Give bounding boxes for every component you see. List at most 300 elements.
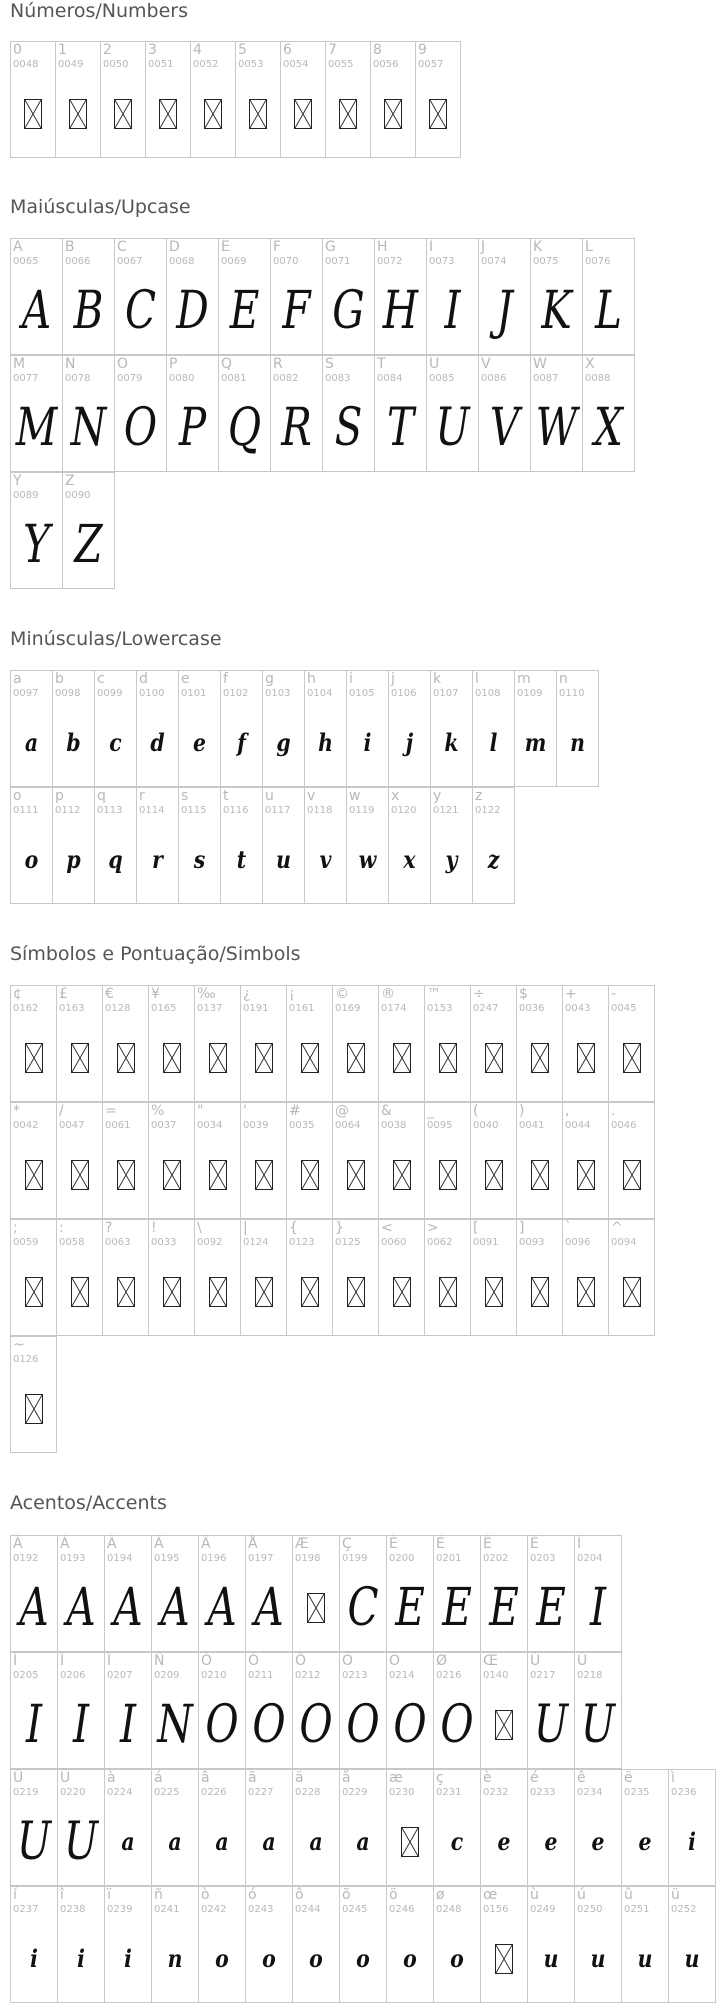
glyph-character-label: ï — [107, 1887, 111, 1903]
glyph-sample: E — [489, 1577, 519, 1638]
glyph-cell — [280, 41, 326, 158]
notdef-box-icon — [255, 1277, 273, 1307]
missing-glyph-icon — [241, 1014, 286, 1101]
glyph-character-label: k — [433, 671, 442, 687]
glyph-character-label: À — [13, 1536, 23, 1552]
glyph-character-label: € — [105, 986, 114, 1002]
glyph-code-label: 0214 — [389, 1670, 415, 1681]
glyph-code-label: 0098 — [55, 688, 81, 699]
glyph-cell — [608, 985, 655, 1102]
glyph-sample: a — [24, 728, 39, 757]
glyph-character-label: â — [201, 1770, 210, 1786]
glyph-cell — [10, 670, 53, 787]
glyph-character-label: é — [530, 1770, 539, 1786]
notdef-box-icon — [69, 99, 87, 129]
missing-glyph-icon — [371, 70, 415, 157]
missing-glyph-icon — [379, 1131, 424, 1218]
glyph-sample: J — [496, 280, 513, 341]
glyph-cell — [608, 1219, 655, 1336]
missing-glyph-icon — [387, 1798, 433, 1885]
glyph-code-label: 0229 — [342, 1787, 368, 1798]
glyph-character-label: @ — [335, 1103, 349, 1119]
glyph-code-label: 0090 — [65, 490, 91, 501]
glyph-sample: W — [535, 397, 578, 458]
glyph-code-label: 0040 — [473, 1120, 499, 1131]
glyph-code-label: 0042 — [13, 1120, 39, 1131]
glyph-character-label: û — [624, 1887, 633, 1903]
glyph-character-label: ? — [105, 1220, 113, 1236]
glyph-cell — [386, 1652, 434, 1769]
glyph-character-label: ™ — [427, 986, 441, 1002]
glyph-cell — [514, 670, 557, 787]
glyph-cell — [245, 1652, 293, 1769]
glyph-character-label: q — [97, 788, 106, 804]
glyph-character-label: x — [391, 788, 400, 804]
glyph-character-label: b — [55, 671, 64, 687]
glyph-code-label: 0052 — [193, 59, 219, 70]
glyph-cell — [527, 1886, 575, 2003]
glyph-sample: B — [73, 280, 104, 341]
missing-glyph-icon — [287, 1248, 332, 1335]
glyph-cell — [102, 1102, 149, 1219]
glyph-code-label: 0068 — [169, 256, 195, 267]
missing-glyph-icon — [195, 1248, 240, 1335]
glyph-sample: q — [108, 845, 123, 874]
glyph-sample: T — [386, 397, 415, 458]
glyph-sample: S — [334, 397, 363, 458]
glyph-character-label: ~ — [13, 1337, 25, 1353]
glyph-cell — [52, 787, 95, 904]
glyph-code-label: 0112 — [55, 805, 81, 816]
glyph-cell — [148, 985, 195, 1102]
notdef-box-icon — [307, 1593, 325, 1623]
glyph-character-label: n — [559, 671, 568, 687]
glyph-code-label: 0097 — [13, 688, 39, 699]
glyph-code-label: 0084 — [377, 373, 403, 384]
missing-glyph-icon — [149, 1014, 194, 1101]
glyph-cell — [166, 238, 219, 355]
notdef-box-icon — [71, 1277, 89, 1307]
glyph-character-label: } — [335, 1220, 344, 1236]
glyph-character-label: Ù — [530, 1653, 541, 1669]
glyph-sample: X — [594, 397, 623, 458]
glyph-character-label: Ê — [483, 1536, 492, 1552]
missing-glyph-icon — [293, 1564, 339, 1651]
glyph-sample: O — [440, 1694, 474, 1755]
glyph-sample: o — [356, 1944, 370, 1973]
glyph-cell — [178, 670, 221, 787]
notdef-box-icon — [159, 99, 177, 129]
missing-glyph-icon — [56, 70, 100, 157]
glyph-code-label: 0197 — [248, 1553, 274, 1564]
glyph-cell — [378, 985, 425, 1102]
glyph-code-label: 0092 — [197, 1237, 223, 1248]
glyph-cell — [10, 1102, 57, 1219]
glyph-code-label: 0034 — [197, 1120, 223, 1131]
notdef-box-icon — [439, 1160, 457, 1190]
missing-glyph-icon — [517, 1131, 562, 1218]
glyph-code-label: 0120 — [391, 805, 417, 816]
glyph-cell — [433, 1769, 481, 1886]
glyph-cell — [151, 1769, 199, 1886]
glyph-cell — [270, 355, 323, 472]
glyph-cell — [10, 1336, 57, 1453]
notdef-box-icon — [209, 1160, 227, 1190]
glyph-character-label: : — [59, 1220, 64, 1236]
glyph-code-label: 0233 — [530, 1787, 556, 1798]
missing-glyph-icon — [11, 70, 55, 157]
glyph-row — [10, 355, 634, 472]
glyph-code-label: 0204 — [577, 1553, 603, 1564]
glyph-cell — [10, 472, 63, 589]
notdef-box-icon — [577, 1160, 595, 1190]
glyph-code-label: 0057 — [418, 59, 444, 70]
missing-glyph-icon — [195, 1131, 240, 1218]
missing-glyph-icon — [425, 1014, 470, 1101]
glyph-cell — [245, 1769, 293, 1886]
glyph-cell — [470, 1102, 517, 1219]
notdef-box-icon — [163, 1160, 181, 1190]
glyph-code-label: 0199 — [342, 1553, 368, 1564]
section-title-accents: Acentos/Accents — [10, 1492, 167, 1514]
glyph-sample: a — [262, 1827, 276, 1856]
glyph-sample: e — [544, 1827, 558, 1856]
glyph-cell — [56, 985, 103, 1102]
glyph-sample: o — [24, 845, 39, 874]
glyph-cell — [332, 985, 379, 1102]
glyph-sample: A — [21, 280, 52, 341]
glyph-code-label: 0230 — [389, 1787, 415, 1798]
notdef-box-icon — [393, 1277, 411, 1307]
glyph-character-label: Ó — [248, 1653, 260, 1669]
glyph-code-label: 0248 — [436, 1904, 462, 1915]
glyph-cell — [562, 1102, 609, 1219]
glyph-sample: Y — [23, 514, 50, 575]
glyph-cell — [325, 41, 371, 158]
glyph-cell — [527, 1535, 575, 1652]
glyph-character-label: 3 — [148, 42, 157, 58]
glyph-sample: A — [19, 1577, 49, 1638]
glyph-character-label: \ — [197, 1220, 202, 1236]
glyph-cell — [292, 1535, 340, 1652]
glyph-sample: O — [205, 1694, 239, 1755]
glyph-character-label: Ú — [577, 1653, 588, 1669]
glyph-code-label: 0113 — [97, 805, 123, 816]
glyph-character-label: = — [105, 1103, 117, 1119]
glyph-character-label: 1 — [58, 42, 67, 58]
glyph-cell — [480, 1535, 528, 1652]
missing-glyph-icon — [379, 1014, 424, 1101]
glyph-sample: k — [444, 728, 459, 757]
missing-glyph-icon — [11, 1131, 56, 1218]
glyph-cell — [430, 670, 473, 787]
glyph-character-label: J — [481, 239, 486, 255]
glyph-sample: H — [382, 280, 419, 341]
glyph-sample: o — [403, 1944, 417, 1973]
section-title-upcase: Maiúsculas/Upcase — [10, 196, 191, 218]
glyph-character-label: ¡ — [289, 986, 295, 1002]
glyph-character-label: h — [307, 671, 316, 687]
glyph-cell — [424, 1102, 471, 1219]
glyph-character-label: + — [565, 986, 577, 1002]
glyph-cell — [322, 238, 375, 355]
glyph-code-label: 0140 — [483, 1670, 509, 1681]
glyph-code-label: 0203 — [530, 1553, 556, 1564]
glyph-sample: C — [347, 1577, 379, 1638]
glyph-code-label: 0242 — [201, 1904, 227, 1915]
glyph-code-label: 0234 — [577, 1787, 603, 1798]
glyph-cell — [262, 787, 305, 904]
glyph-character-label: ã — [248, 1770, 257, 1786]
missing-glyph-icon — [481, 1681, 527, 1768]
missing-glyph-icon — [241, 1131, 286, 1218]
notdef-box-icon — [623, 1043, 641, 1073]
glyph-sample: n — [167, 1944, 183, 1973]
glyph-code-label: 0227 — [248, 1787, 274, 1798]
glyph-sample: C — [124, 280, 157, 341]
missing-glyph-icon — [563, 1131, 608, 1218]
glyph-cell — [166, 355, 219, 472]
glyph-sample: o — [215, 1944, 229, 1973]
glyph-code-label: 0163 — [59, 1003, 85, 1014]
glyph-cell — [57, 1769, 105, 1886]
glyph-character-label: e — [181, 671, 190, 687]
glyph-code-label: 0194 — [107, 1553, 133, 1564]
glyph-character-label: í — [13, 1887, 17, 1903]
glyph-character-label: # — [289, 1103, 301, 1119]
missing-glyph-icon — [563, 1248, 608, 1335]
notdef-box-icon — [485, 1277, 503, 1307]
glyph-code-label: 0064 — [335, 1120, 361, 1131]
glyph-cell — [56, 1102, 103, 1219]
notdef-box-icon — [249, 99, 267, 129]
notdef-box-icon — [347, 1277, 365, 1307]
section-title-symbols: Símbolos e Pontuação/Simbols — [10, 943, 301, 965]
glyph-sample: n — [570, 728, 585, 757]
glyph-code-label: 0246 — [389, 1904, 415, 1915]
glyph-cell — [621, 1769, 669, 1886]
glyph-code-label: 0124 — [243, 1237, 269, 1248]
glyph-cell — [480, 1652, 528, 1769]
missing-glyph-icon — [191, 70, 235, 157]
notdef-box-icon — [204, 99, 222, 129]
missing-glyph-icon — [471, 1014, 516, 1101]
notdef-box-icon — [347, 1160, 365, 1190]
glyph-character-label: Y — [13, 473, 22, 489]
glyph-cell — [62, 472, 115, 589]
glyph-character-label: ñ — [154, 1887, 163, 1903]
glyph-character-label: Ï — [107, 1653, 112, 1669]
glyph-sample: E — [442, 1577, 472, 1638]
glyph-cell — [292, 1886, 340, 2003]
glyph-code-label: 0174 — [381, 1003, 407, 1014]
glyph-code-label: 0078 — [65, 373, 91, 384]
glyph-character-label: æ — [389, 1770, 403, 1786]
glyph-code-label: 0035 — [289, 1120, 315, 1131]
glyph-sample: R — [281, 397, 312, 458]
glyph-character-label: I — [429, 239, 434, 255]
glyph-cell — [582, 355, 635, 472]
glyph-code-label: 0046 — [611, 1120, 637, 1131]
glyph-cell — [433, 1886, 481, 2003]
glyph-code-label: 0058 — [59, 1237, 85, 1248]
glyph-cell — [556, 670, 599, 787]
glyph-character-label: $ — [519, 986, 528, 1002]
glyph-character-label: ; — [13, 1220, 18, 1236]
missing-glyph-icon — [326, 70, 370, 157]
glyph-code-label: 0235 — [624, 1787, 650, 1798]
glyph-code-label: 0053 — [238, 59, 264, 70]
glyph-code-label: 0122 — [475, 805, 501, 816]
glyph-sample: V — [489, 397, 520, 458]
glyph-sample: A — [66, 1577, 96, 1638]
glyph-code-label: 0055 — [328, 59, 354, 70]
glyph-code-label: 0099 — [97, 688, 123, 699]
glyph-cell — [378, 1219, 425, 1336]
glyph-character-label: Ø — [436, 1653, 448, 1669]
glyph-cell — [136, 787, 179, 904]
section-title-numbers: Números/Numbers — [10, 0, 188, 22]
glyph-character-label: 6 — [283, 42, 292, 58]
glyph-code-label: 0191 — [243, 1003, 269, 1014]
glyph-sample: I — [119, 1694, 137, 1755]
glyph-sample: o — [309, 1944, 323, 1973]
glyph-code-label: 0210 — [201, 1670, 227, 1681]
missing-glyph-icon — [471, 1248, 516, 1335]
glyph-code-label: 0205 — [13, 1670, 39, 1681]
glyph-code-label: 0104 — [307, 688, 333, 699]
glyph-character-label: î — [60, 1887, 64, 1903]
glyph-sample: e — [591, 1827, 605, 1856]
glyph-cell — [608, 1102, 655, 1219]
glyph-code-label: 0033 — [151, 1237, 177, 1248]
glyph-cell — [148, 1219, 195, 1336]
notdef-box-icon — [117, 1277, 135, 1307]
glyph-character-label: / — [59, 1103, 64, 1119]
glyph-row — [10, 670, 598, 787]
missing-glyph-icon — [425, 1131, 470, 1218]
glyph-cell — [198, 1769, 246, 1886]
glyph-sample: b — [66, 728, 81, 757]
missing-glyph-icon — [517, 1014, 562, 1101]
glyph-character-label: K — [533, 239, 543, 255]
glyph-character-label: T — [377, 356, 386, 372]
glyph-cell — [304, 787, 347, 904]
glyph-sample: O — [346, 1694, 380, 1755]
glyph-cell — [10, 355, 63, 472]
glyph-cell — [104, 1769, 152, 1886]
missing-glyph-icon — [11, 1365, 56, 1452]
glyph-code-label: 0080 — [169, 373, 195, 384]
glyph-code-label: 0239 — [107, 1904, 133, 1915]
glyph-character-label: ^ — [611, 1220, 623, 1236]
glyph-cell — [57, 1886, 105, 2003]
glyph-character-label: ç — [436, 1770, 444, 1786]
glyph-code-label: 0217 — [530, 1670, 556, 1681]
glyph-code-label: 0039 — [243, 1120, 269, 1131]
missing-glyph-icon — [333, 1131, 378, 1218]
glyph-code-label: 0066 — [65, 256, 91, 267]
glyph-sample: u — [543, 1944, 559, 1973]
glyph-character-label: ü — [671, 1887, 680, 1903]
glyph-code-label: 0218 — [577, 1670, 603, 1681]
glyph-cell — [480, 1769, 528, 1886]
glyph-row — [10, 1102, 654, 1219]
glyph-character-label: ` — [565, 1220, 572, 1236]
glyph-character-label: © — [335, 986, 349, 1002]
glyph-cell — [433, 1535, 481, 1652]
glyph-character-label: U — [429, 356, 440, 372]
glyph-sample: i — [77, 1944, 85, 1973]
glyph-sample: u — [637, 1944, 653, 1973]
glyph-code-label: 0038 — [381, 1120, 407, 1131]
glyph-code-label: 0245 — [342, 1904, 368, 1915]
notdef-box-icon — [384, 99, 402, 129]
glyph-character-label: ì — [671, 1770, 675, 1786]
missing-glyph-icon — [241, 1248, 286, 1335]
glyph-cell — [94, 787, 137, 904]
glyph-cell — [472, 787, 515, 904]
glyph-code-label: 0086 — [481, 373, 507, 384]
notdef-box-icon — [25, 1277, 43, 1307]
glyph-cell — [62, 238, 115, 355]
glyph-code-label: 0116 — [223, 805, 249, 816]
glyph-cell — [527, 1769, 575, 1886]
glyph-sample: N — [157, 1694, 193, 1755]
missing-glyph-icon — [281, 70, 325, 157]
missing-glyph-icon — [103, 1131, 148, 1218]
glyph-sample: E — [229, 280, 260, 341]
section-title-lowercase: Minúsculas/Lowercase — [10, 628, 222, 650]
glyph-code-label: 0128 — [105, 1003, 131, 1014]
glyph-code-label: 0213 — [342, 1670, 368, 1681]
glyph-cell — [378, 1102, 425, 1219]
missing-glyph-icon — [236, 70, 280, 157]
notdef-box-icon — [495, 1710, 513, 1740]
glyph-cell — [56, 1219, 103, 1336]
notdef-box-icon — [577, 1043, 595, 1073]
glyph-character-label: Â — [107, 1536, 117, 1552]
glyph-sample: U — [580, 1694, 616, 1755]
glyph-cell — [530, 355, 583, 472]
notdef-box-icon — [255, 1160, 273, 1190]
glyph-code-label: 0121 — [433, 805, 459, 816]
glyph-grid-lowercase — [10, 670, 598, 904]
glyph-code-label: 0095 — [427, 1120, 453, 1131]
glyph-character-label: Æ — [295, 1536, 309, 1552]
notdef-box-icon — [163, 1277, 181, 1307]
glyph-cell — [10, 1886, 58, 2003]
glyph-code-label: 0153 — [427, 1003, 453, 1014]
glyph-cell — [262, 670, 305, 787]
glyph-cell — [424, 985, 471, 1102]
glyph-character-label: Õ — [342, 1653, 354, 1669]
glyph-character-label: E — [221, 239, 230, 255]
missing-glyph-icon — [609, 1131, 654, 1218]
glyph-character-label: ¿ — [243, 986, 251, 1002]
glyph-character-label: O — [117, 356, 129, 372]
glyph-character-label: õ — [342, 1887, 351, 1903]
glyph-character-label: G — [325, 239, 336, 255]
glyph-code-label: 0212 — [295, 1670, 321, 1681]
glyph-sample: I — [72, 1694, 90, 1755]
glyph-code-label: 0094 — [611, 1237, 637, 1248]
glyph-code-label: 0115 — [181, 805, 207, 816]
glyph-character-label: ‰ — [197, 986, 216, 1002]
notdef-box-icon — [393, 1043, 411, 1073]
glyph-character-label: ù — [530, 1887, 539, 1903]
glyph-code-label: 0165 — [151, 1003, 177, 1014]
